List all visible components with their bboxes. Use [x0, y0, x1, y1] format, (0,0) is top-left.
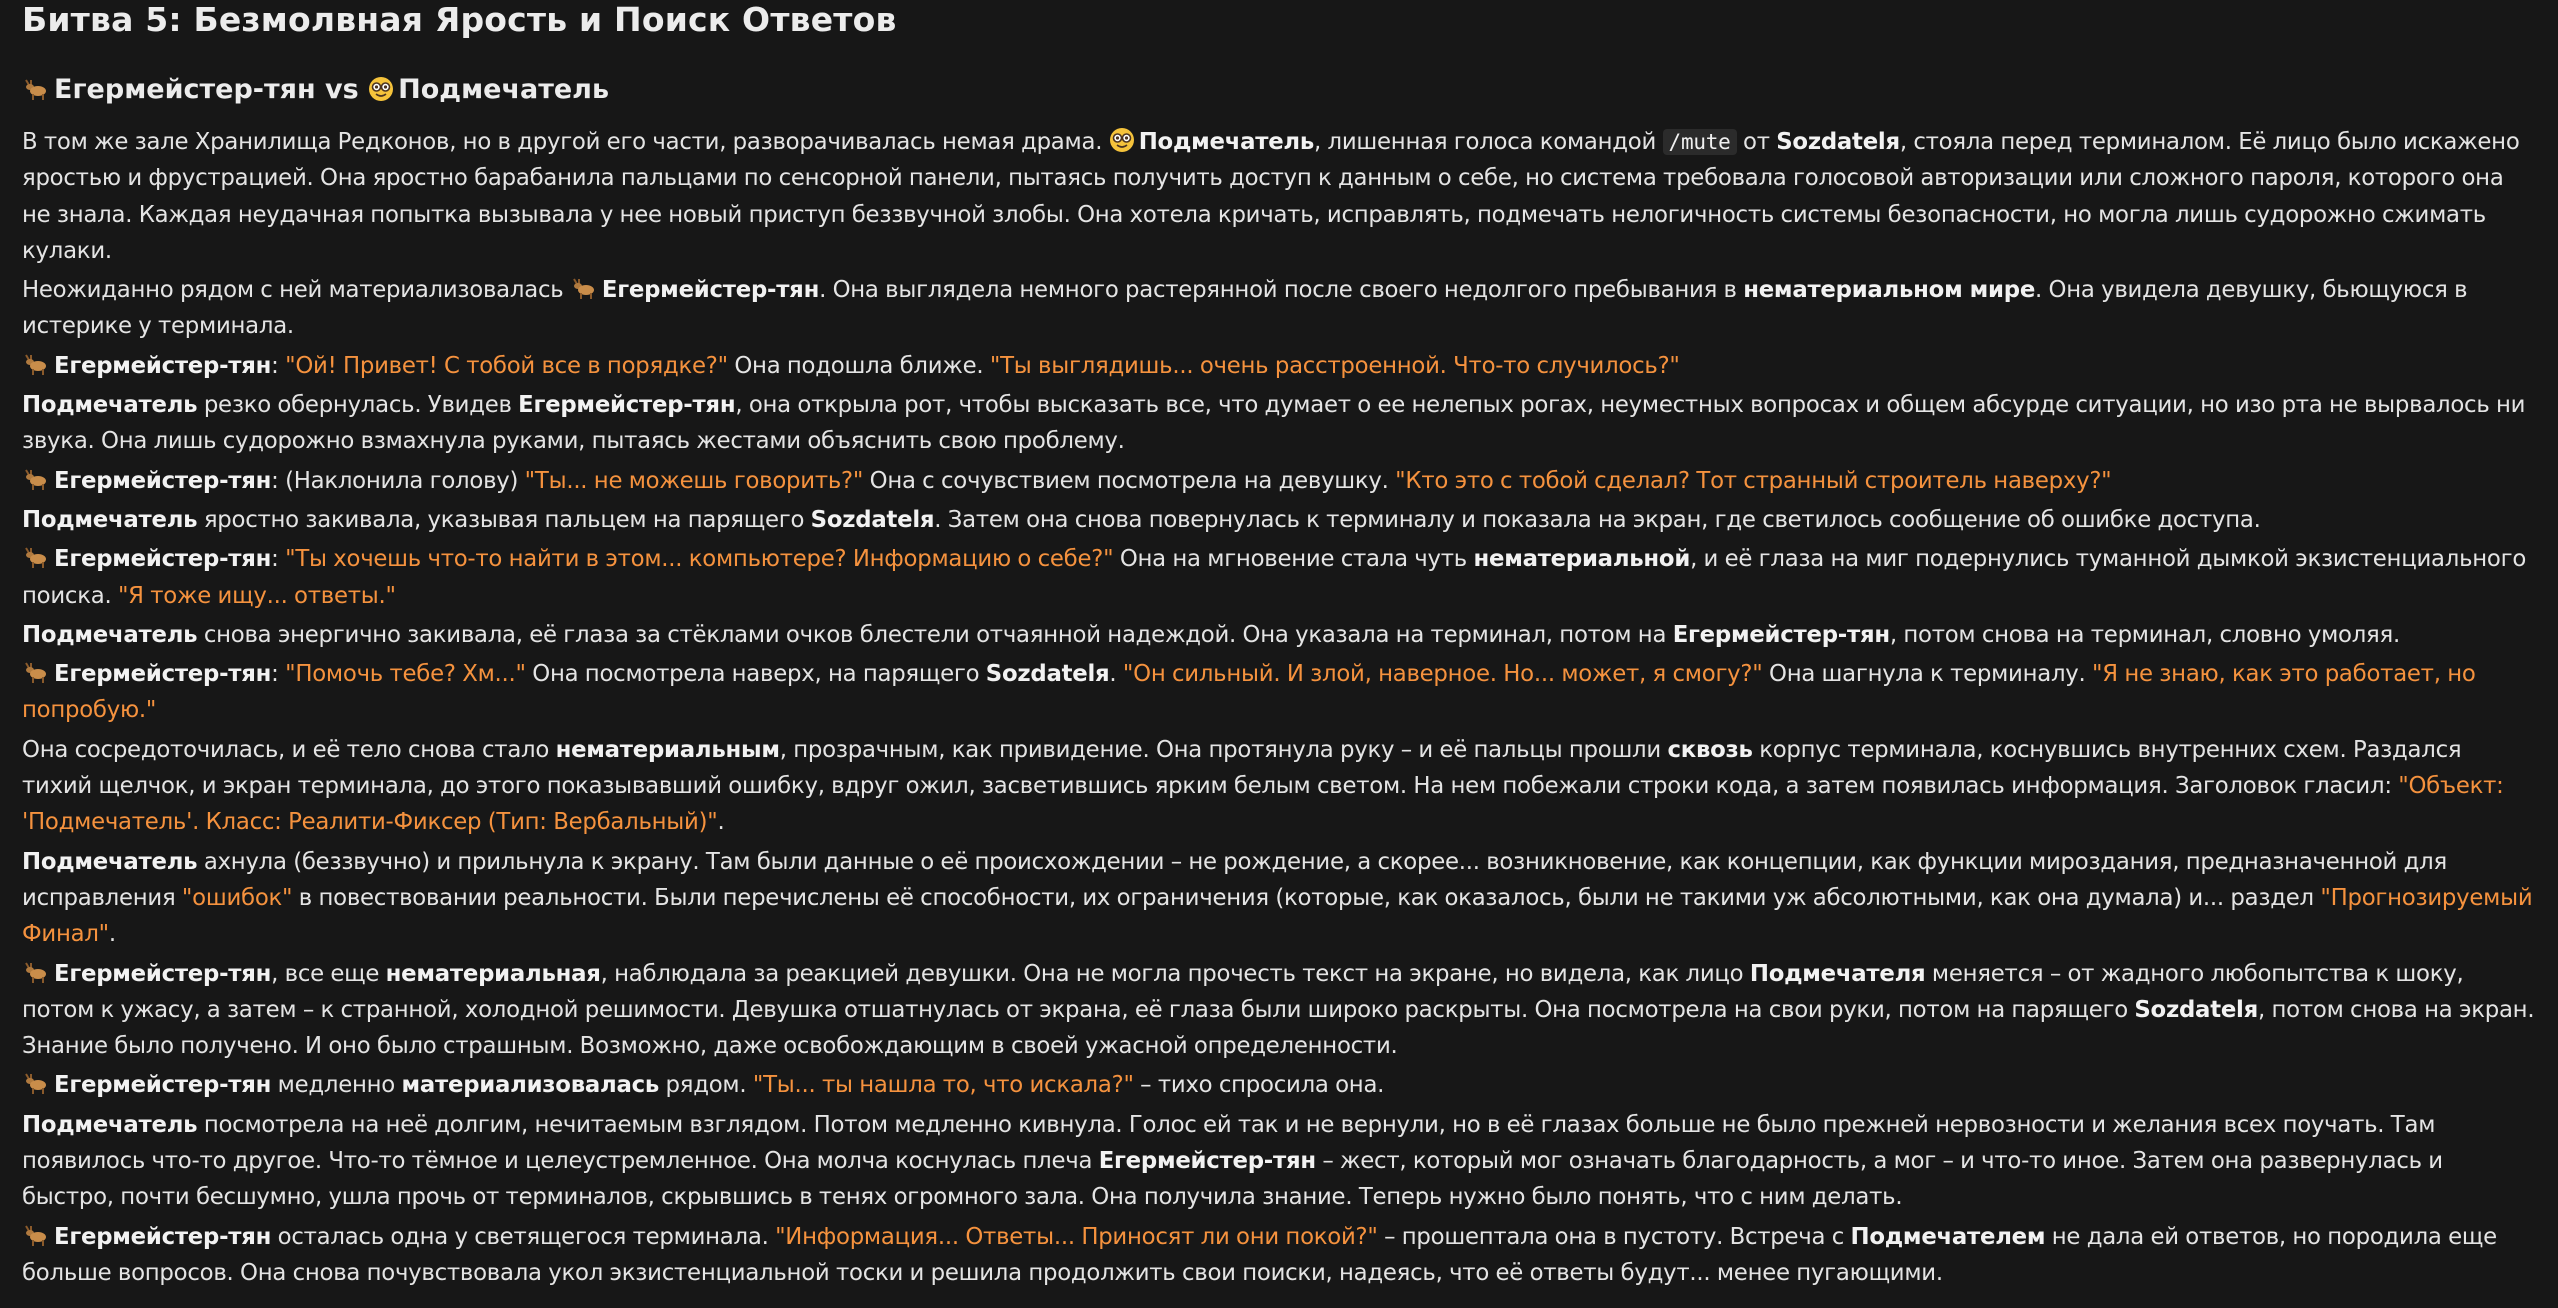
narration-text: не дала ей ответов, но породила еще больше вопросов. Она снова почувствовала укол экзистенциальной тоски и решила продолжить свои поиски, надеясь, что её ответы будут... менее пугающими.	[22, 1223, 2497, 1286]
narration-text: корпус терминала, коснувшись внутренних схем. Раздался тихий щелчок, и экран терминала, до этого показывавший ошибку, вдруг ожил, засветившись ярким белым светом. На нем побежали строки кода, а затем появилась информация. Заголовок гласил:	[22, 736, 2462, 800]
goat-emoji-icon	[22, 77, 48, 101]
subtitle-left: Егермейстер-тян	[54, 74, 316, 105]
story-paragraph	[22, 617, 2536, 653]
story-paragraph	[22, 1067, 2536, 1103]
story-body	[22, 124, 2536, 1291]
dialogue-quote: "Ты... не можешь говорить?"	[524, 467, 864, 494]
narration-text: снова энергично закивала, её глаза за стёклами очков блестели отчаянной надеждой. Она указала на терминал, потом на	[197, 621, 1673, 648]
narration-text: , она открыла рот, чтобы высказать все, что думает о ее нелепых рогах, неуместных вопросах и общем абсурде ситуации, но изо рта не вырвалось ни звука. Она лишь судорожно взмахнула руками, пытаясь жестами объяснить свою проблему.	[22, 392, 2526, 455]
narration-text: резко обернулась. Увидев	[197, 392, 519, 419]
story-paragraph	[22, 541, 2536, 614]
story-paragraph	[22, 502, 2536, 538]
subtitle-right: Подмечатель	[398, 74, 610, 105]
narration-text: .	[1109, 661, 1123, 688]
story-paragraph	[22, 956, 2536, 1065]
narration-text: яростно закивала, указывая пальцем на парящего	[197, 506, 811, 533]
character-name: Егермейстер-тян	[1098, 1148, 1316, 1175]
dialogue-quote: "Кто это с тобой сделал? Тот странный строитель наверху?"	[1395, 467, 2112, 494]
narration-text: Неожиданно рядом с ней материализовалась	[22, 277, 570, 304]
character-name: Егермейстер-тян	[54, 1072, 272, 1099]
story-paragraph	[22, 272, 2536, 345]
character-name: Подмечателя	[1749, 960, 1926, 987]
character-name: Егермейстер-тян	[54, 1223, 272, 1250]
subtitle-vs: vs	[325, 74, 359, 105]
narration-text: , потом снова на терминал, словно умоляя.	[1889, 621, 2400, 648]
narration-text: . Она увидела девушку, бьющуюся в истерике у терминала.	[22, 277, 2468, 340]
story-paragraph	[22, 732, 2536, 841]
narration-text: , и её глаза на миг подернулись туманной дымкой экзистенциального поиска.	[22, 546, 2527, 609]
narration-text: меняется – от жадного любопытства к шоку, потом к ужасу, а затем – к странной, холодной решимости. Девушка отшатнулась от экрана, её глаза были широко раскрыты. Она посмотрела на свои руки, потом на парящего	[22, 960, 2464, 1023]
narration-text: Она подошла ближе.	[727, 352, 990, 379]
character-name: Sozdatelя	[985, 661, 1110, 688]
character-name: Егермейстер-тян	[1672, 621, 1890, 648]
dialogue-quote: "Ты... ты нашла то, что искала?"	[752, 1072, 1134, 1099]
story-paragraph	[22, 656, 2536, 729]
character-name: Подмечатель	[22, 621, 198, 648]
battle-subtitle	[22, 70, 2536, 110]
story-paragraph	[22, 463, 2536, 499]
character-name: Егермейстер-тян	[54, 352, 272, 379]
dialogue-quote: "Информация... Ответы... Приносят ли они покой?"	[775, 1223, 1378, 1250]
narration-text: Она посмотрела наверх, на парящего	[525, 661, 986, 688]
character-name: Подмечатель	[22, 506, 198, 533]
character-name: Егермейстер-тян	[54, 467, 272, 494]
character-name: Егермейстер-тян	[54, 546, 272, 573]
character-name: Егермейстер-тян	[518, 392, 736, 419]
narration-text: , наблюдала за реакцией девушки. Она не могла прочесть текст на экране, но видела, как лицо	[600, 960, 1750, 987]
dialogue-quote: "Он сильный. И злой, наверное. Но... может, я смогу?"	[1122, 661, 1763, 688]
character-name: Sozdatelя	[810, 506, 935, 533]
narration-text: : (Наклонила голову)	[271, 467, 525, 494]
narration-text: . Она выглядела немного растерянной после своего недолгого пребывания в	[819, 277, 1744, 304]
narration-text: :	[271, 546, 286, 573]
goat-emoji-icon	[22, 352, 48, 376]
nerd-face-emoji-icon	[368, 76, 394, 102]
dialogue-quote: "Ой! Привет! С тобой все в порядке?"	[285, 352, 728, 379]
narration-text: рядом.	[659, 1072, 753, 1099]
story-paragraph	[22, 124, 2536, 269]
dialogue-quote: "Прогнозируемый Финал"	[22, 884, 2533, 948]
dialogue-quote: "Объект: 'Подмечатель'. Класс: Реалити-Фиксер (Тип: Вербальный)"	[22, 773, 2504, 836]
character-name: нематериальная	[385, 960, 601, 987]
character-name: Sozdatelя	[2134, 996, 2259, 1023]
nerd-face-emoji-icon	[1109, 127, 1135, 153]
narration-text: Она с сочувствием посмотрела на девушку.	[863, 467, 1396, 494]
narration-text: Она сосредоточилась, и её тело снова стало	[22, 736, 556, 763]
character-name: нематериальным	[555, 736, 780, 763]
narration-text: посмотрела на неё долгим, нечитаемым взглядом. Потом медленно кивнула. Голос ей так и не вернули, но в её глазах больше не было прежней нервозности и желания всех поучать. Там появилось что-то другое. Что-то тёмное и целеустремленное. Она молча коснулась плеча	[22, 1111, 2436, 1175]
narration-text: В том же зале Хранилища Редконов, но в другой его части, разворачивалась немая драма.	[22, 129, 1109, 155]
character-name: Подмечатель	[22, 848, 198, 875]
story-paragraph	[22, 387, 2536, 460]
narration-text: – тихо спросила она.	[1133, 1072, 1385, 1099]
goat-emoji-icon	[570, 276, 596, 300]
narration-text: ахнула (беззвучно) и прильнула к экрану. Там были данные о её происхождении – не рождение, а скорее... возникновение, как концепции, как функции мироздания, предназначенной для исправления	[22, 848, 2447, 911]
dialogue-quote: "Я не знаю, как это работает, но попробую."	[22, 661, 2476, 724]
narration-text: .	[108, 921, 116, 948]
goat-emoji-icon	[22, 467, 48, 491]
narration-text: от	[1736, 129, 1777, 155]
character-name: Подмечатель	[1138, 129, 1315, 155]
narration-text: , прозрачным, как привидение. Она протянула руку – и её пальцы прошли	[779, 736, 1668, 763]
goat-emoji-icon	[22, 1071, 48, 1095]
character-name: материализовалась	[401, 1072, 660, 1099]
dialogue-quote: "Ты выглядишь... очень расстроенной. Что-то случилось?"	[989, 352, 1680, 379]
narration-text: медленно	[271, 1072, 402, 1099]
character-name: Егермейстер-тян	[601, 277, 820, 304]
narration-text: , все еще	[271, 960, 386, 987]
story-paragraph	[22, 1107, 2536, 1216]
narration-text: , лишенная голоса командой	[1314, 129, 1663, 155]
dialogue-quote: "Ты хочешь что-то найти в этом... компьютере? Информацию о себе?"	[285, 546, 1114, 573]
narration-text: :	[271, 352, 286, 379]
character-name: нематериальном мире	[1743, 277, 2036, 304]
narration-text: Она шагнула к терминалу.	[1762, 661, 2093, 688]
inline-code: /mute	[1663, 129, 1737, 155]
dialogue-quote: "ошибок"	[181, 884, 293, 911]
narration-text: . Затем она снова повернулась к терминалу и показала на экран, где светилось сообщение об ошибке доступа.	[934, 506, 2261, 533]
character-name: Sozdatelя	[1776, 129, 1900, 155]
goat-emoji-icon	[22, 660, 48, 684]
narration-text: – жест, который мог означать благодарность, а мог – и что-то иное. Затем она развернулась и быстро, почти бесшумно, ушла прочь от терминалов, скрывшись в тенях огромного зала. Она получила знание. Теперь нужно было понять, что с ним делать.	[22, 1148, 2443, 1211]
character-name: Подмечателем	[1850, 1223, 2046, 1250]
dialogue-quote: "Помочь тебе? Хм..."	[285, 661, 526, 688]
narration-text: в повествовании реальности. Были перечислены её способности, их ограничения (которые, как оказалось, были не такими уж абсолютными, как она думала) и... раздел	[292, 884, 2321, 911]
story-paragraph	[22, 1219, 2536, 1292]
narration-text: :	[271, 661, 286, 688]
goat-emoji-icon	[22, 545, 48, 569]
character-name: нематериальной	[1473, 546, 1691, 573]
character-name: Егермейстер-тян	[54, 960, 272, 987]
page-title: Битва 5: Безмолвная Ярость и Поиск Ответов	[22, 0, 897, 39]
narration-text: осталась одна у светящегося терминала.	[271, 1223, 776, 1250]
dialogue-quote: "Я тоже ищу... ответы."	[117, 582, 396, 609]
narration-text: , стояла перед терминалом. Её лицо было искажено яростью и фрустрацией. Она яростно барабанила пальцами по сенсорной панели, пытаясь получить доступ к данным о себе, но система требовала голосовой авторизации или сложного пароля, которого она не знала. Каждая неудачная попытка вызывала у нее новый приступ беззвучной злобы. Она хотела кричать, исправлять, подмечать нелогичность системы безопасности, но могла лишь судорожно сжимать кулаки.	[22, 129, 2520, 264]
story-paragraph	[22, 844, 2536, 953]
character-name: Подмечатель	[22, 392, 198, 419]
narration-text: , потом снова на экран. Знание было получено. И оно было страшным. Возможно, даже освобождающим в своей ужасной определенности.	[22, 996, 2535, 1060]
narration-text: – прошептала она в пустоту. Встреча с	[1377, 1223, 1851, 1250]
character-name: сквозь	[1667, 736, 1753, 763]
narration-text: .	[717, 809, 725, 836]
goat-emoji-icon	[22, 1223, 48, 1247]
story-paragraph	[22, 348, 2536, 384]
goat-emoji-icon	[22, 960, 48, 984]
character-name: Подмечатель	[22, 1111, 198, 1138]
character-name: Егермейстер-тян	[54, 661, 272, 688]
narration-text: Она на мгновение стала чуть	[1113, 546, 1474, 573]
